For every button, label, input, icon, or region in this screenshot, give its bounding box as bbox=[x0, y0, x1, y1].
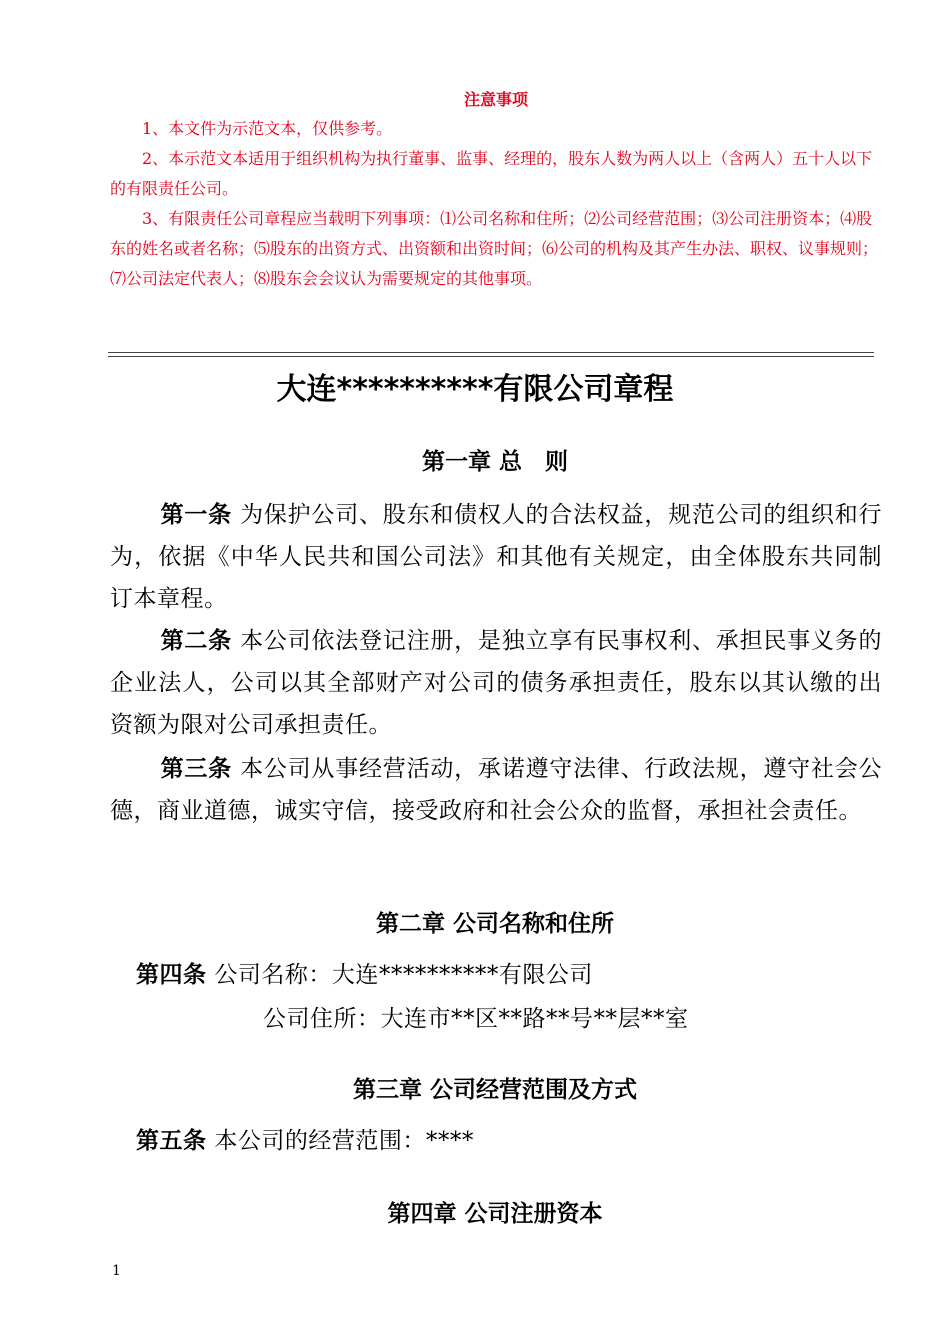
notice-title: 注意事项 bbox=[463, 90, 528, 109]
chapter-1-heading: 第一章 总 则 bbox=[421, 449, 568, 475]
article-4-text: 公司名称：大连**********有限公司 bbox=[214, 962, 593, 988]
chapter-4-heading: 第四章 公司注册资本 bbox=[387, 1201, 603, 1227]
article-4 bbox=[136, 954, 593, 996]
article-5-label: 第五条 bbox=[136, 1128, 207, 1154]
article-2-text: 本公司依法登记注册，是独立享有民事权利、承担民事义务的企业法人，公司以其全部财产对公司的债务承担责任，股东以其认缴的出资额为限对公司承担责任。 bbox=[110, 628, 883, 738]
article-2-label: 第二条 bbox=[160, 628, 232, 654]
divider-line-bottom bbox=[108, 356, 874, 357]
chapter-2-heading: 第二章 公司名称和住所 bbox=[375, 911, 614, 937]
divider-line-top bbox=[108, 352, 874, 353]
article-1-text: 为保护公司、股东和债权人的合法权益，规范公司的组织和行为，依据《中华人民共和国公司法》和其他有关规定，由全体股东共同制订本章程。 bbox=[110, 502, 883, 612]
article-2 bbox=[110, 620, 882, 746]
notice-item-3: 3、有限责任公司章程应当载明下列事项：⑴公司名称和住所；⑵公司经营范围；⑶公司注册资本；⑷股东的姓名或者名称；⑸股东的出资方式、出资额和出资时间；⑹公司的机构及其产生办法、职权、议事规则；⑺公司法定代表人；⑻股东会会议认为需要规定的其他事项。 bbox=[110, 209, 879, 288]
notice-item-1: 1、本文件为示范文本，仅供参考。 bbox=[142, 119, 393, 138]
article-4-address: 公司住所：大连市**区**路**号**层**室 bbox=[263, 1006, 689, 1032]
article-5-text: 本公司的经营范围：**** bbox=[214, 1128, 474, 1154]
document-title: 大连**********有限公司章程 bbox=[276, 372, 674, 407]
page-number: 1 bbox=[112, 1263, 121, 1279]
article-3-label: 第三条 bbox=[160, 756, 232, 782]
article-3 bbox=[110, 748, 882, 832]
article-1-label: 第一条 bbox=[160, 502, 232, 528]
article-3-text: 本公司从事经营活动，承诺遵守法律、行政法规，遵守社会公德，商业道德，诚实守信，接受政府和社会公众的监督，承担社会责任。 bbox=[110, 756, 883, 824]
notice-section bbox=[110, 86, 882, 294]
article-5 bbox=[136, 1120, 474, 1162]
chapter-3-heading: 第三章 公司经营范围及方式 bbox=[352, 1077, 637, 1103]
article-4-label: 第四条 bbox=[136, 962, 207, 988]
notice-item-2: 2、本示范文本适用于组织机构为执行董事、监事、经理的，股东人数为两人以上（含两人）五十人以下的有限责任公司。 bbox=[110, 149, 873, 198]
article-1 bbox=[110, 494, 882, 620]
